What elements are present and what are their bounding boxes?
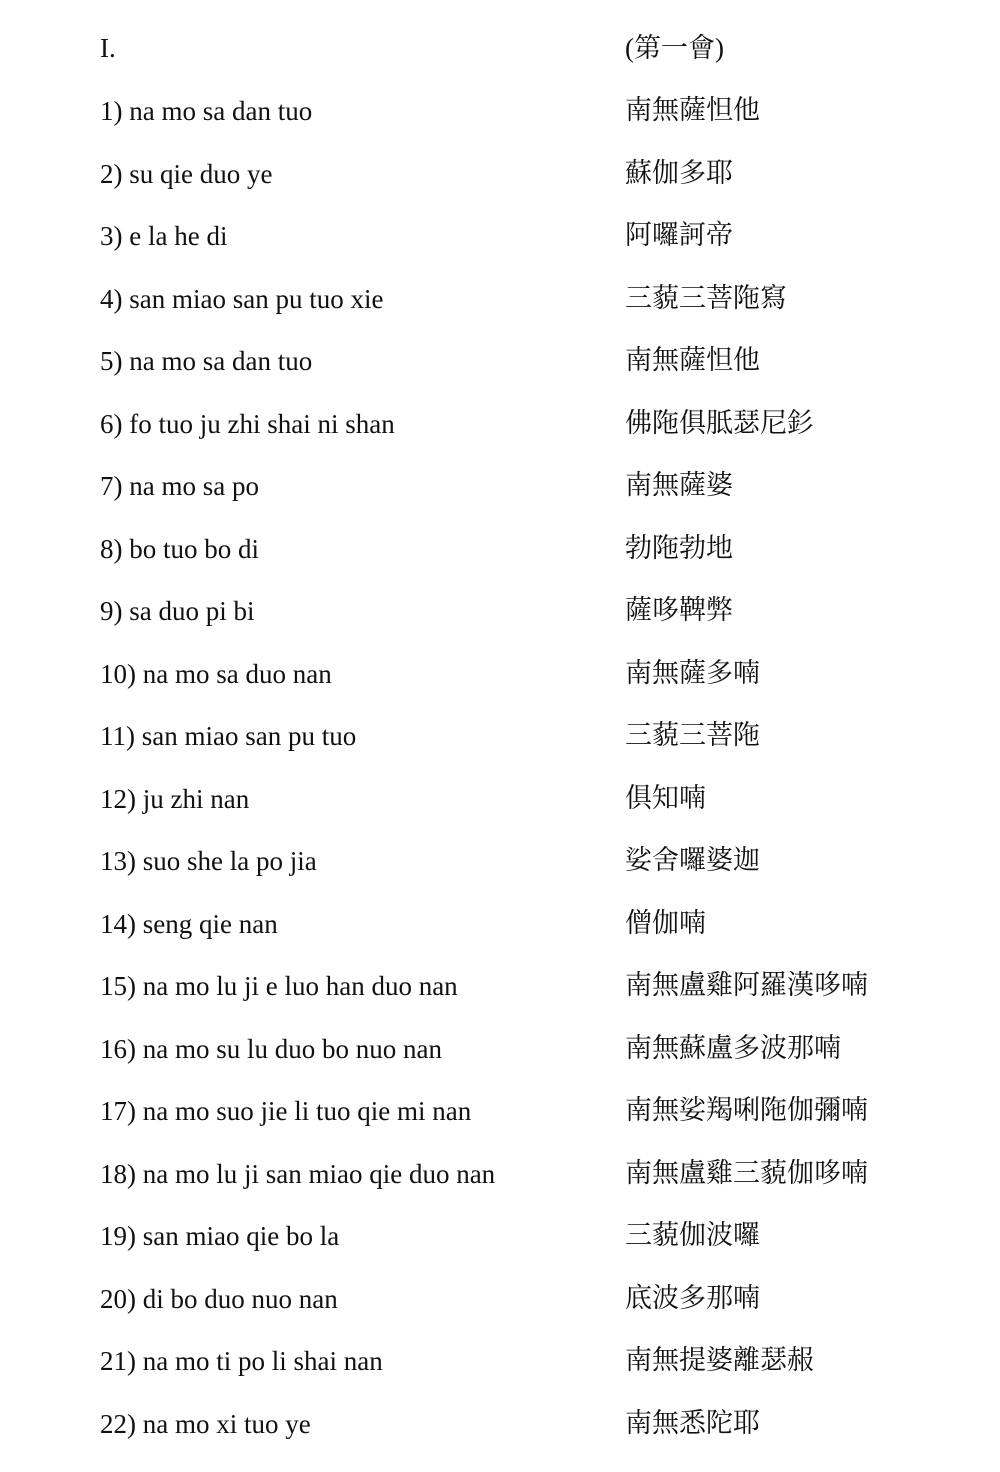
hanzi-text: 南無薩婆 — [625, 470, 733, 501]
mantra-line — [0, 91, 1000, 131]
hanzi-text: 三藐三菩陁 — [625, 720, 760, 751]
section-heading: (第一會) — [625, 33, 724, 63]
hanzi-text: 底波多那喃 — [625, 1282, 760, 1314]
hanzi-text: 俱知喃 — [625, 782, 706, 814]
pinyin-text: 16) na mo su lu duo bo nuo nan — [100, 1033, 442, 1064]
pinyin-text: 21) na mo ti po li shai nan — [100, 1346, 383, 1376]
pinyin-text: 6) fo tuo ju zhi shai ni shan — [100, 408, 395, 439]
hanzi-text: 南無薩怛他 — [625, 345, 760, 376]
section-header — [0, 28, 1000, 68]
mantra-line — [0, 341, 1000, 381]
mantra-line — [0, 154, 1000, 194]
pinyin-text: 14) seng qie nan — [100, 908, 278, 939]
hanzi-text: 娑舍囉婆迦 — [625, 845, 760, 876]
pinyin-text: 4) san miao san pu tuo xie — [100, 283, 384, 314]
mantra-line — [0, 216, 1000, 256]
pinyin-text: 5) na mo sa dan tuo — [100, 346, 313, 376]
mantra-line — [0, 1091, 1000, 1131]
pinyin-text: 20) di bo duo nuo nan — [100, 1283, 338, 1314]
mantra-line — [0, 716, 1000, 756]
hanzi-text: 三藐伽波囉 — [625, 1220, 760, 1251]
pinyin-text: 3) e la he di — [100, 221, 228, 251]
pinyin-text: 8) bo tuo bo di — [100, 533, 259, 564]
pinyin-text: 11) san miao san pu tuo — [100, 721, 357, 751]
pinyin-text: 12) ju zhi nan — [100, 783, 250, 814]
hanzi-text: 阿囉訶帝 — [625, 220, 733, 251]
mantra-line — [0, 1341, 1000, 1381]
pinyin-text: 18) na mo lu ji san miao qie duo nan — [100, 1158, 496, 1189]
mantra-line — [0, 529, 1000, 569]
hanzi-text: 薩哆鞞弊 — [625, 595, 733, 626]
pinyin-text: 9) sa duo pi bi — [100, 596, 255, 626]
pinyin-text: 17) na mo suo jie li tuo qie mi nan — [100, 1096, 472, 1126]
section-label: I. — [100, 33, 116, 63]
mantra-line — [0, 279, 1000, 319]
mantra-line — [0, 904, 1000, 944]
mantra-line — [0, 1279, 1000, 1319]
mantra-line — [0, 1404, 1000, 1444]
hanzi-text: 蘇伽多耶 — [625, 157, 733, 189]
hanzi-text: 南無悉陀耶 — [625, 1407, 760, 1439]
mantra-line — [0, 654, 1000, 694]
mantra-line — [0, 1029, 1000, 1069]
mantra-line — [0, 841, 1000, 881]
hanzi-text: 南無薩怛他 — [625, 95, 760, 126]
pinyin-text: 2) su qie duo ye — [100, 158, 273, 189]
mantra-line — [0, 966, 1000, 1006]
mantra-line — [0, 591, 1000, 631]
hanzi-text: 佛陁俱胝瑟尼釤 — [625, 407, 814, 439]
hanzi-text: 僧伽喃 — [625, 907, 706, 939]
hanzi-text: 三藐三菩陁寫 — [625, 282, 787, 314]
mantra-line — [0, 466, 1000, 506]
hanzi-text: 南無提婆離瑟赧 — [625, 1345, 814, 1376]
hanzi-text: 南無蘇盧多波那喃 — [625, 1032, 841, 1064]
mantra-line — [0, 404, 1000, 444]
pinyin-text: 7) na mo sa po — [100, 471, 259, 501]
hanzi-text: 南無薩多喃 — [625, 657, 760, 689]
hanzi-text: 勃陁勃地 — [625, 532, 733, 564]
pinyin-text: 1) na mo sa dan tuo — [100, 96, 313, 126]
mantra-line — [0, 779, 1000, 819]
pinyin-text: 13) suo she la po jia — [100, 846, 317, 876]
mantra-line — [0, 1216, 1000, 1256]
pinyin-text: 22) na mo xi tuo ye — [100, 1408, 311, 1439]
hanzi-text: 南無盧雞三藐伽哆喃 — [625, 1157, 868, 1189]
pinyin-text: 10) na mo sa duo nan — [100, 658, 332, 689]
mantra-line — [0, 1154, 1000, 1194]
pinyin-text: 19) san miao qie bo la — [100, 1221, 340, 1251]
pinyin-text: 15) na mo lu ji e luo han duo nan — [100, 971, 458, 1001]
hanzi-text: 南無娑羯唎陁伽彌喃 — [625, 1095, 868, 1126]
hanzi-text: 南無盧雞阿羅漢哆喃 — [625, 970, 868, 1001]
